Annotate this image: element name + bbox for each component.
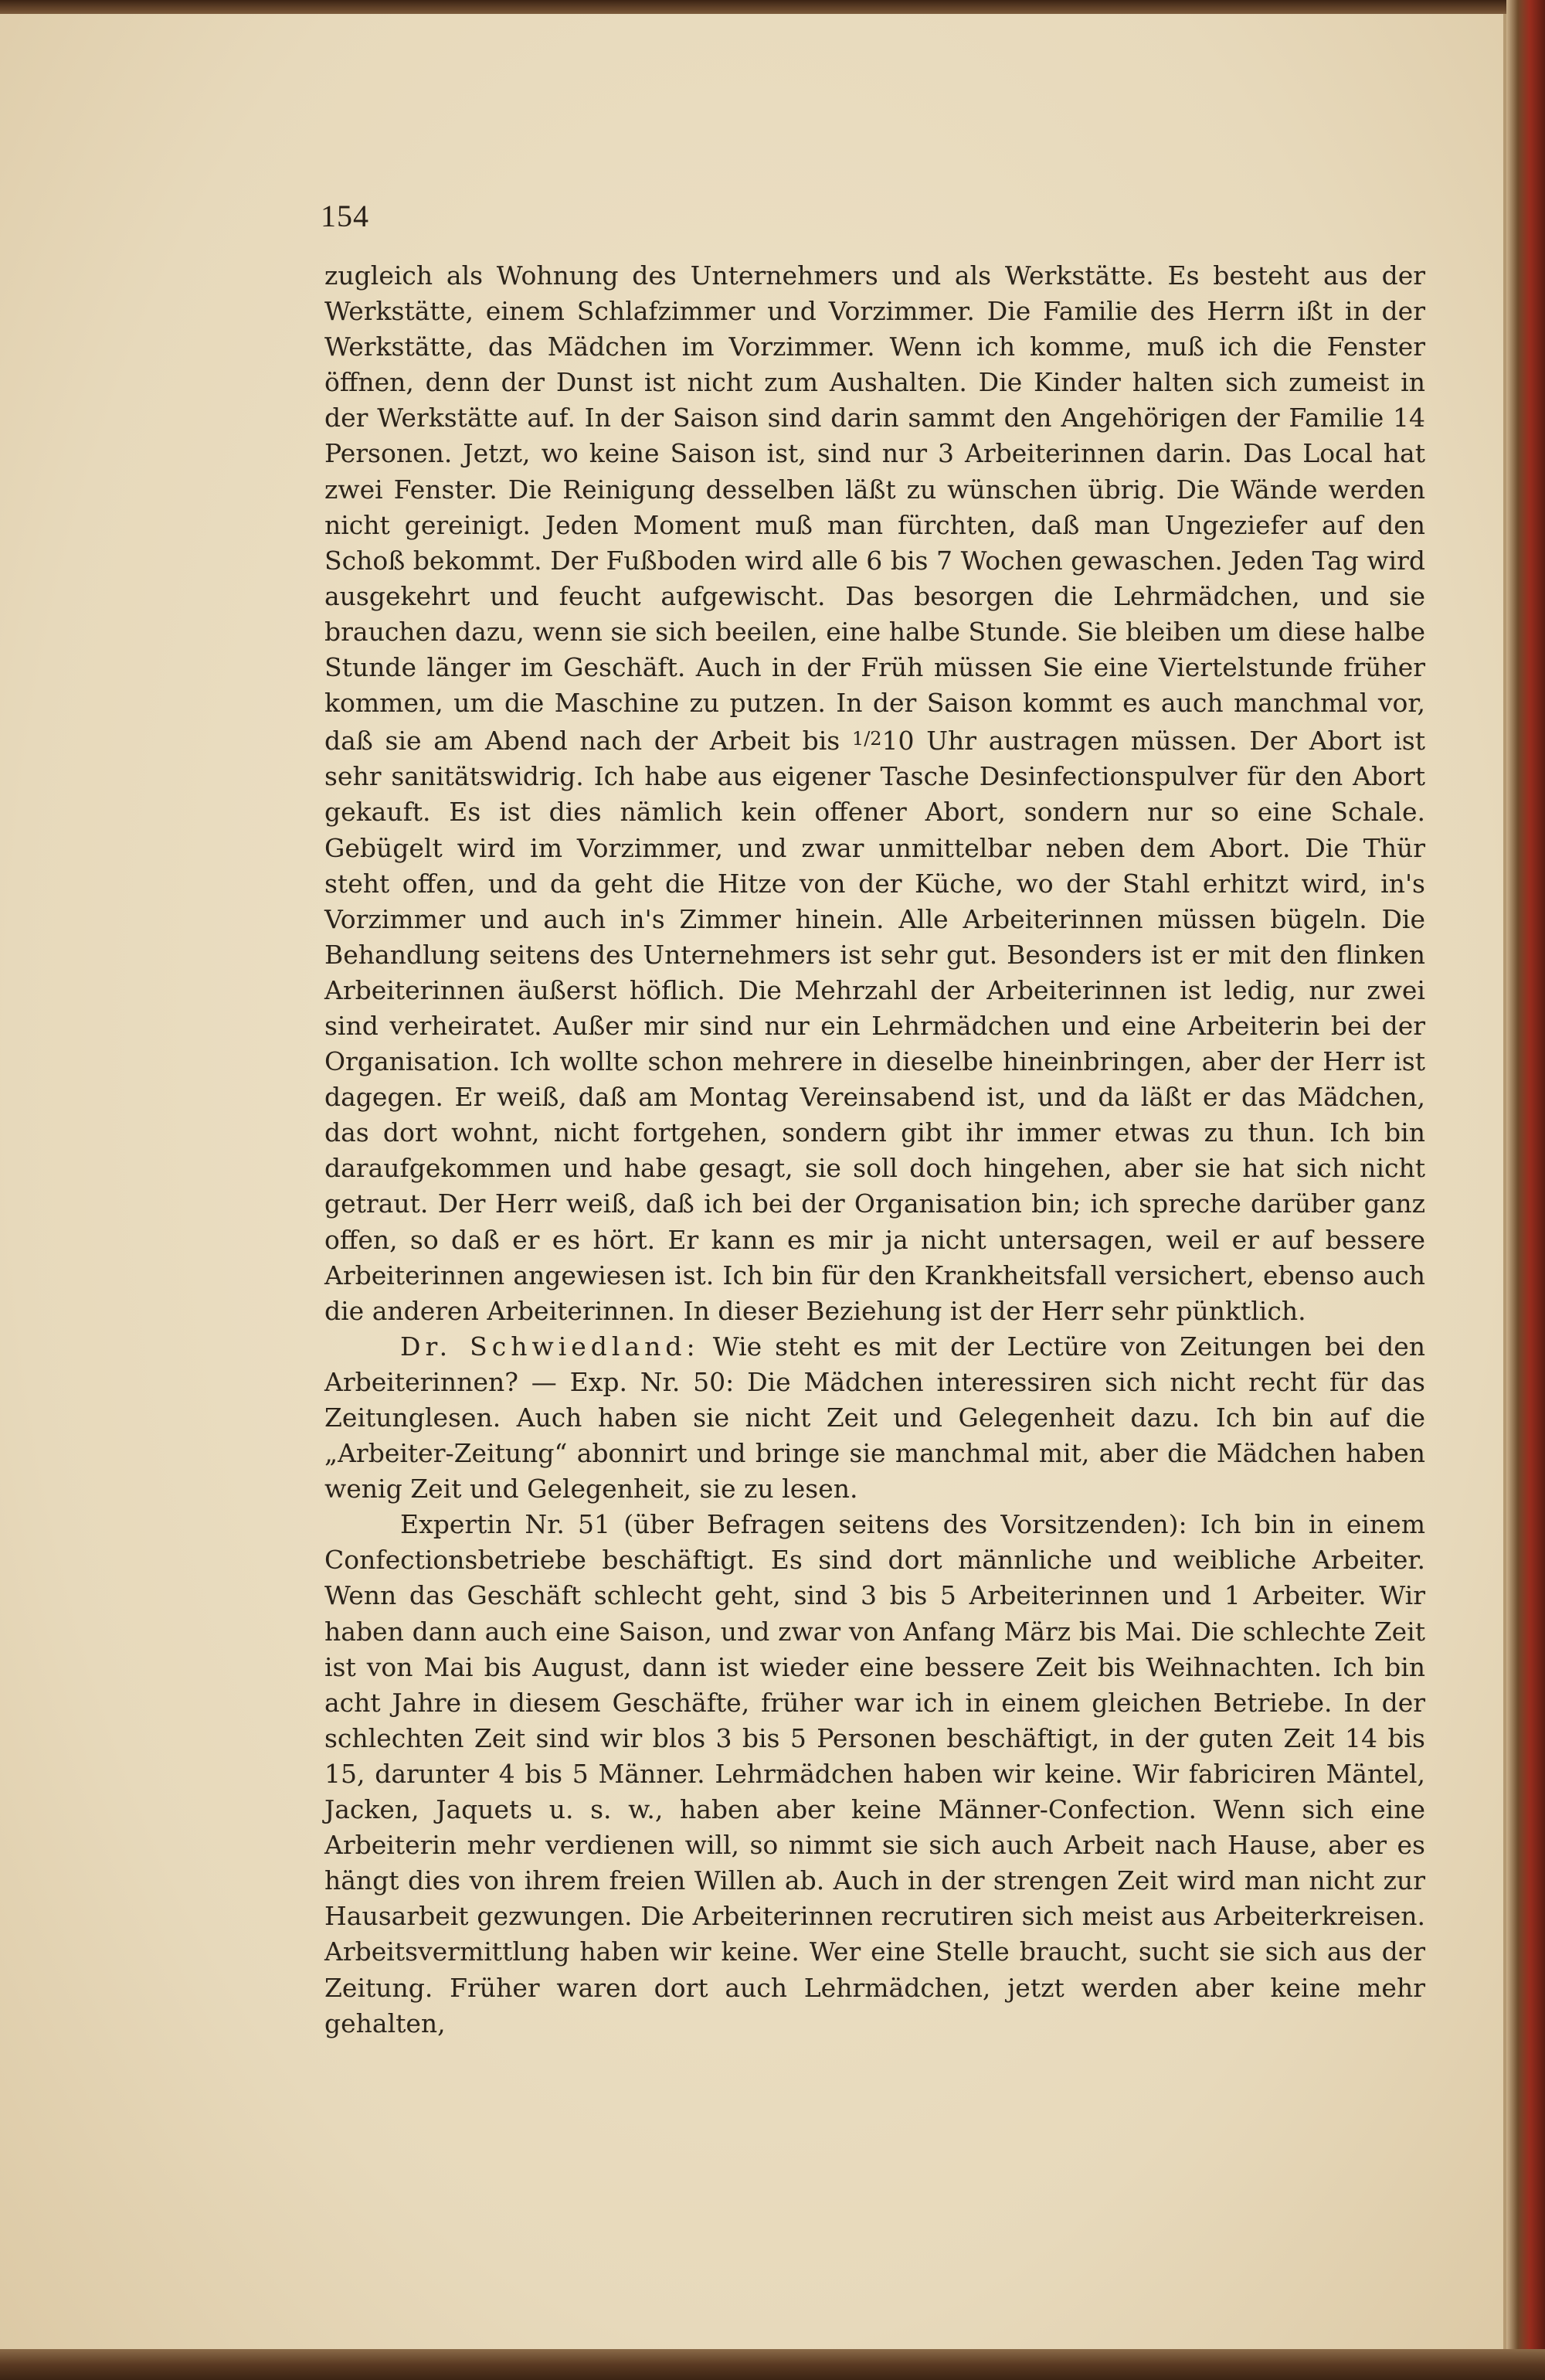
- book-page: [0, 14, 1508, 2355]
- fraction-half: 1/2: [851, 728, 882, 750]
- paragraph-2: [324, 1329, 1425, 1507]
- paragraph-3: [324, 1507, 1425, 2041]
- paragraph-1-text: zugleich als Wohnung des Unternehmers und als Werkstätte. Es besteht aus der Werkstätte, einem Schlafzimmer und Vorzimmer. Die Familie des Herrn ißt in der Werkstätte, das Mädchen im Vorzimmer. Wenn ich komme, muß ich die Fenster öffnen, denn der Dunst ist nicht zum Aushalten. Die Kinder halten sich zumeist in der Werkstätte auf. In der Saison sind darin sammt den Angehörigen der Familie 14 Personen. Jetzt, wo keine Saison ist, sind nur 3 Arbeiterinnen darin. Das Local hat zwei Fenster. Die Reinigung desselben läßt zu wünschen übrig. Die Wände werden nicht gereinigt. Jeden Moment muß man fürchten, daß man Ungeziefer auf den Schoß bekommt. Der Fußboden wird alle 6 bis 7 Wochen gewaschen. Jeden Tag wird ausgekehrt und feucht aufgewischt. Das besorgen die Lehrmädchen, und sie brauchen dazu, wenn sie sich beeilen, eine halbe Stunde. Sie bleiben um diese halbe Stunde länger im Geschäft. Auch in der Früh müssen Sie eine Viertelstunde früher kommen, um die Maschine zu putzen. In der Saison kommt es auch manchmal vor, daß sie am Abend nach der Arbeit bis: [324, 260, 1425, 756]
- scan-edge-right: [1506, 0, 1545, 2380]
- paragraph-2-text: Wie steht es mit der Lectüre von Zeitungen bei den Arbeiterinnen? — Exp. Nr. 50: Die Mädchen interessiren sich nicht recht für das Zeitunglesen. Auch haben sie nicht Zeit und Gelegenheit dazu. Ich bin auf die „Arbeiter-Zeitung“ abonnirt und bringe sie manchmal mit, aber die Mädchen haben wenig Zeit und Gelegenheit, sie zu lesen.: [324, 1331, 1425, 1504]
- body-text: [324, 258, 1425, 2042]
- scan-edge-bottom: [0, 2349, 1545, 2380]
- paragraph-1-continued: 10 Uhr austragen müssen. Der Abort ist sehr sanitätswidrig. Ich habe aus eigener Tasche Desinfectionspulver für den Abort gekauft. Es ist dies nämlich kein offener Abort, sondern nur so eine Schale. Gebügelt wird im Vorzimmer, und zwar unmittelbar neben dem Abort. Die Thür steht offen, und da geht die Hitze von der Küche, wo der Stahl erhitzt wird, in's Vorzimmer und auch in's Zimmer hinein. Alle Arbeiterinnen müssen bügeln. Die Behandlung seitens des Unternehmers ist sehr gut. Besonders ist er mit den flinken Arbeiterinnen äußerst höflich. Die Mehrzahl der Arbeiterinnen ist ledig, nur zwei sind verheiratet. Außer mir sind nur ein Lehrmädchen und eine Arbeiterin bei der Organisation. Ich wollte schon mehrere in dieselbe hineinbringen, aber der Herr ist dagegen. Er weiß, daß am Montag Vereinsabend ist, und da läßt er das Mädchen, das dort wohnt, nicht fortgehen, sondern gibt ihr immer etwas zu thun. Ich bin daraufgekommen und habe gesagt, sie soll doch hingehen, aber sie hat sich nicht getraut. Der Herr weiß, daß ich bei der Organisation bin; ich spreche darüber ganz offen, so daß er es hört. Er kann es mir ja nicht untersagen, weil er auf bessere Arbeiterinnen angewiesen ist. Ich bin für den Krankheitsfall versichert, ebenso auch die anderen Arbeiterinnen. In dieser Beziehung ist der Herr sehr pünktlich.: [324, 726, 1425, 1326]
- page-number: 154: [321, 199, 369, 233]
- paragraph-3-text: Expertin Nr. 51 (über Befragen seitens des Vorsitzenden): Ich bin in einem Confectionsbetriebe beschäftigt. Es sind dort männliche und weibliche Arbeiter. Wenn das Geschäft schlecht geht, sind 3 bis 5 Arbeiterinnen und 1 Arbeiter. Wir haben dann auch eine Saison, und zwar von Anfang März bis Mai. Die schlechte Zeit ist von Mai bis August, dann ist wieder eine bessere Zeit bis Weihnachten. Ich bin acht Jahre in diesem Geschäfte, früher war ich in einem gleichen Betriebe. In der schlechten Zeit sind wir blos 3 bis 5 Personen beschäftigt, in der guten Zeit 14 bis 15, darunter 4 bis 5 Männer. Lehrmädchen haben wir keine. Wir fabriciren Mäntel, Jacken, Jaquets u. s. w., haben aber keine Männer-Confection. Wenn sich eine Arbeiterin mehr verdienen will, so nimmt sie sich auch Arbeit nach Hause, aber es hängt dies von ihrem freien Willen ab. Auch in der strengen Zeit wird man nicht zur Hausarbeit gezwungen. Die Arbeiterinnen recrutiren sich meist aus Arbeiterkreisen. Arbeitsvermittlung haben wir keine. Wer eine Stelle braucht, sucht sie sich aus der Zeitung. Früher waren dort auch Lehrmädchen, jetzt werden aber keine mehr gehalten,: [324, 1509, 1425, 2038]
- speaker-name: Dr. Schwiedland:: [400, 1331, 700, 1362]
- paragraph-1: [324, 258, 1425, 1329]
